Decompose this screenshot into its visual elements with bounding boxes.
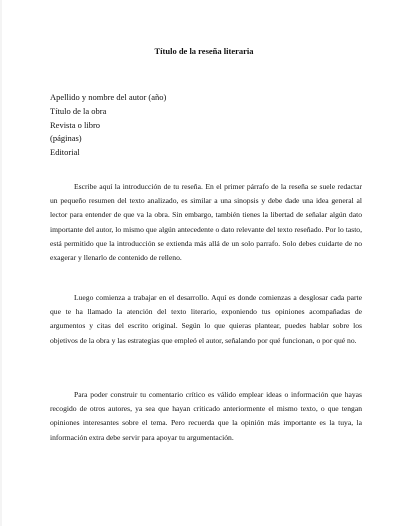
author-line: Apellido y nombre del autor (año) (50, 92, 167, 102)
development-paragraph: Luego comienza a trabajar en el desarrollo. Aquí es donde comienzas a desglosar cada parte que te ha llamado la atención del texto literario, exponiendo tus opiniones acompañadas de argumentos y citas del escrito original. Según lo que quieras plantear, puedes hablar sobre los objetivos de la obra y las estrategias que empleó el autor, señalando por qué funcionan, o por qué no. (50, 293, 362, 345)
work-title-line: Título de la obra (50, 105, 107, 116)
pages-line: (páginas) (50, 133, 82, 144)
bibliographic-reference (50, 91, 166, 160)
critique-paragraph: Para poder construir tu comentario crítico es válido emplear ideas o información que hayas recogido de otros autores, ya sea que hayan criticado anteriormente el mismo texto, o que tengan opiniones interesantes sobre el tema. Pero recuerda que la opinión más importante es la tuya, la información extra debe servir para apoyar tu argumentación. (50, 390, 362, 442)
page-edge (0, 0, 2, 526)
publisher-line: Editorial (50, 147, 80, 158)
intro-paragraph: Escribe aquí la introducción de tu reseña. En el primer párrafo de la reseña se suele redactar un pequeño resumen del texto analizado, es similar a una sinopsis y debe dade una idea general al lector para entender de que va la obra. Sin embargo, también tienes la libertad de señalar algún dato importante del autor, lo mismo que algún antecedente o dato relevante del texto reseñado. Por lo tasto, está permitido que la introducción se extienda más allá de un solo parrafo. Solo debes cuidarte de no exagerar y llenarlo de contenido de relleno. (50, 182, 362, 263)
page-title: Título de la reseña literaria (154, 46, 254, 56)
journal-line: Revista o libro (50, 119, 101, 130)
